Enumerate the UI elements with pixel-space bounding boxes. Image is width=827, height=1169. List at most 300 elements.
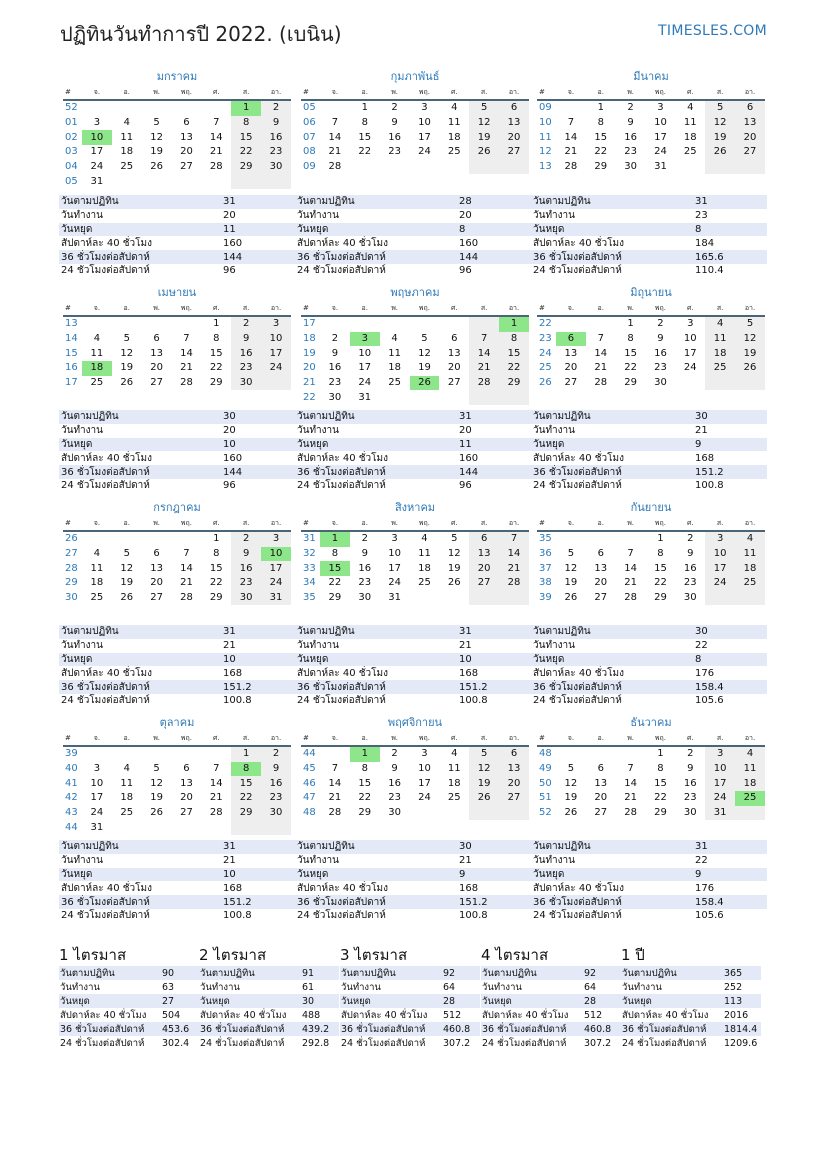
day-cell[interactable]: 23: [683, 577, 697, 589]
day-cell[interactable]: 9: [361, 548, 368, 560]
day-cell[interactable]: 30: [654, 377, 667, 389]
day-cell[interactable]: 26: [150, 807, 163, 819]
day-cell[interactable]: 22: [624, 362, 637, 374]
day-cell[interactable]: 6: [597, 548, 604, 560]
day-cell[interactable]: 27: [499, 145, 529, 160]
day-cell[interactable]: 17: [358, 362, 372, 374]
day-cell[interactable]: 19: [469, 776, 499, 791]
day-cell[interactable]: 12: [705, 116, 735, 131]
day-cell[interactable]: 21: [469, 361, 499, 376]
day-cell[interactable]: 22: [358, 792, 372, 804]
day-cell[interactable]: 16: [388, 777, 401, 789]
day-cell[interactable]: 16: [624, 131, 637, 143]
day-cell[interactable]: 13: [594, 562, 608, 574]
day-cell[interactable]: 6: [499, 746, 529, 762]
day-cell[interactable]: 20: [499, 776, 529, 791]
day-cell[interactable]: 29: [499, 376, 529, 391]
day-cell[interactable]: 16: [261, 776, 291, 791]
day-cell[interactable]: 16: [328, 362, 342, 374]
day-cell[interactable]: 10: [90, 777, 104, 789]
day-cell[interactable]: 12: [564, 777, 578, 789]
day-cell[interactable]: 11: [90, 347, 104, 359]
day-cell[interactable]: 19: [120, 577, 134, 589]
day-cell[interactable]: 18: [735, 776, 765, 791]
day-cell[interactable]: 4: [451, 748, 458, 760]
day-cell[interactable]: 9: [261, 116, 291, 131]
day-cell[interactable]: 4: [421, 533, 428, 545]
day-cell[interactable]: 28: [180, 592, 193, 604]
day-cell[interactable]: 1: [597, 102, 604, 114]
day-cell[interactable]: 12: [150, 777, 163, 789]
day-cell[interactable]: 21: [328, 792, 342, 804]
day-cell[interactable]: 20: [564, 362, 578, 374]
day-cell[interactable]: 20: [180, 146, 193, 158]
day-cell[interactable]: 5: [735, 316, 765, 332]
day-cell[interactable]: 27: [499, 791, 529, 806]
day-cell[interactable]: 18: [120, 792, 134, 804]
day-cell[interactable]: 30: [261, 806, 291, 821]
day-cell[interactable]: 9: [657, 333, 664, 345]
day-cell[interactable]: 5: [421, 333, 428, 345]
day-cell[interactable]: 14: [624, 562, 637, 574]
day-cell[interactable]: 24: [705, 576, 735, 591]
day-cell[interactable]: 21: [328, 146, 342, 158]
day-cell[interactable]: 19: [469, 130, 499, 145]
day-cell[interactable]: 27: [180, 161, 193, 173]
day-cell[interactable]: 20: [469, 561, 499, 576]
day-cell[interactable]: 4: [735, 531, 765, 547]
day-cell[interactable]: 13: [150, 347, 163, 359]
day-cell[interactable]: 8: [213, 548, 220, 560]
day-cell[interactable]: 2: [231, 531, 261, 547]
brand-link[interactable]: TIMESLES.COM: [658, 23, 767, 39]
day-cell[interactable]: 2: [391, 102, 398, 114]
day-cell[interactable]: 25: [120, 807, 134, 819]
day-cell[interactable]: 12: [469, 116, 499, 131]
day-cell[interactable]: 28: [564, 161, 578, 173]
day-cell[interactable]: 15: [358, 131, 372, 143]
day-cell[interactable]: 18: [90, 577, 104, 589]
day-cell[interactable]: 8: [361, 763, 368, 775]
day-cell[interactable]: 3: [93, 117, 101, 129]
day-cell[interactable]: 26: [120, 377, 134, 389]
day-cell[interactable]: 7: [469, 332, 499, 347]
day-cell[interactable]: 20: [499, 130, 529, 145]
holiday-day-cell[interactable]: 10: [82, 130, 112, 145]
day-cell[interactable]: 14: [624, 777, 637, 789]
day-cell[interactable]: 14: [209, 777, 223, 789]
day-cell[interactable]: 13: [469, 547, 499, 562]
day-cell[interactable]: 10: [705, 547, 735, 562]
day-cell[interactable]: 16: [683, 777, 697, 789]
day-cell[interactable]: 5: [567, 548, 575, 560]
day-cell[interactable]: 20: [447, 362, 461, 374]
day-cell[interactable]: 9: [231, 547, 261, 562]
day-cell[interactable]: 25: [447, 146, 461, 158]
day-cell[interactable]: 8: [331, 548, 339, 560]
day-cell[interactable]: 6: [153, 548, 160, 560]
day-cell[interactable]: 24: [90, 161, 104, 173]
day-cell[interactable]: 24: [261, 361, 291, 376]
day-cell[interactable]: 7: [627, 548, 634, 560]
day-cell[interactable]: 8: [361, 117, 368, 129]
day-cell[interactable]: 17: [418, 131, 431, 143]
day-cell[interactable]: 10: [261, 332, 291, 347]
day-cell[interactable]: 14: [180, 347, 193, 359]
day-cell[interactable]: 26: [447, 577, 461, 589]
day-cell[interactable]: 26: [120, 592, 134, 604]
day-cell[interactable]: 31: [358, 391, 372, 403]
day-cell[interactable]: 16: [231, 561, 261, 576]
holiday-day-cell[interactable]: 1: [499, 316, 529, 332]
day-cell[interactable]: 11: [447, 763, 461, 775]
day-cell[interactable]: 25: [447, 792, 461, 804]
day-cell[interactable]: 22: [231, 791, 261, 806]
day-cell[interactable]: 14: [180, 562, 193, 574]
holiday-day-cell[interactable]: 6: [556, 332, 586, 347]
day-cell[interactable]: 12: [120, 562, 134, 574]
day-cell[interactable]: 29: [328, 592, 342, 604]
day-cell[interactable]: 11: [120, 131, 134, 143]
day-cell[interactable]: 25: [705, 361, 735, 376]
day-cell[interactable]: 6: [469, 531, 499, 547]
day-cell[interactable]: 4: [123, 763, 130, 775]
day-cell[interactable]: 19: [735, 346, 765, 361]
day-cell[interactable]: 14: [564, 131, 578, 143]
day-cell[interactable]: 31: [388, 592, 401, 604]
day-cell[interactable]: 13: [564, 347, 578, 359]
day-cell[interactable]: 12: [447, 548, 461, 560]
day-cell[interactable]: 9: [261, 762, 291, 777]
day-cell[interactable]: 21: [180, 577, 193, 589]
holiday-day-cell[interactable]: 15: [320, 561, 350, 576]
day-cell[interactable]: 2: [261, 100, 291, 116]
day-cell[interactable]: 5: [469, 746, 499, 762]
day-cell[interactable]: 9: [627, 117, 634, 129]
day-cell[interactable]: 5: [705, 100, 735, 116]
day-cell[interactable]: 22: [328, 577, 342, 589]
day-cell[interactable]: 18: [120, 146, 134, 158]
day-cell[interactable]: 8: [657, 548, 664, 560]
day-cell[interactable]: 1: [657, 748, 664, 760]
day-cell[interactable]: 21: [594, 362, 608, 374]
day-cell[interactable]: 28: [624, 807, 637, 819]
day-cell[interactable]: 23: [654, 362, 667, 374]
day-cell[interactable]: 11: [735, 762, 765, 777]
day-cell[interactable]: 13: [150, 562, 163, 574]
day-cell[interactable]: 17: [90, 792, 104, 804]
day-cell[interactable]: 22: [654, 792, 667, 804]
day-cell[interactable]: 29: [231, 806, 261, 821]
day-cell[interactable]: 30: [261, 160, 291, 175]
day-cell[interactable]: 17: [654, 131, 667, 143]
day-cell[interactable]: 15: [358, 777, 372, 789]
day-cell[interactable]: 10: [418, 763, 431, 775]
day-cell[interactable]: 18: [447, 131, 461, 143]
day-cell[interactable]: 21: [624, 577, 637, 589]
day-cell[interactable]: 11: [447, 117, 461, 129]
day-cell[interactable]: 16: [654, 347, 667, 359]
day-cell[interactable]: 26: [150, 161, 163, 173]
day-cell[interactable]: 10: [683, 333, 697, 345]
day-cell[interactable]: 19: [564, 792, 578, 804]
day-cell[interactable]: 27: [447, 377, 461, 389]
day-cell[interactable]: 24: [358, 377, 372, 389]
day-cell[interactable]: 1: [657, 533, 664, 545]
day-cell[interactable]: 3: [421, 748, 428, 760]
day-cell[interactable]: 26: [469, 791, 499, 806]
day-cell[interactable]: 13: [180, 131, 193, 143]
day-cell[interactable]: 22: [209, 577, 223, 589]
day-cell[interactable]: 1: [361, 102, 368, 114]
day-cell[interactable]: 7: [183, 548, 190, 560]
day-cell[interactable]: 9: [331, 347, 339, 359]
day-cell[interactable]: 18: [388, 362, 401, 374]
day-cell[interactable]: 22: [209, 362, 223, 374]
day-cell[interactable]: 22: [594, 146, 608, 158]
day-cell[interactable]: 5: [567, 763, 575, 775]
day-cell[interactable]: 15: [594, 131, 608, 143]
day-cell[interactable]: 25: [418, 577, 431, 589]
day-cell[interactable]: 9: [687, 548, 694, 560]
day-cell[interactable]: 15: [231, 776, 261, 791]
day-cell[interactable]: 19: [150, 792, 163, 804]
day-cell[interactable]: 8: [213, 333, 220, 345]
day-cell[interactable]: 7: [597, 333, 604, 345]
day-cell[interactable]: 2: [261, 746, 291, 762]
day-cell[interactable]: 16: [231, 346, 261, 361]
day-cell[interactable]: 19: [120, 362, 134, 374]
day-cell[interactable]: 11: [418, 548, 431, 560]
day-cell[interactable]: 1: [627, 318, 634, 330]
day-cell[interactable]: 18: [447, 777, 461, 789]
day-cell[interactable]: 28: [209, 161, 223, 173]
day-cell[interactable]: 17: [90, 146, 104, 158]
day-cell[interactable]: 1: [213, 318, 220, 330]
day-cell[interactable]: 5: [123, 333, 130, 345]
day-cell[interactable]: 5: [469, 100, 499, 116]
day-cell[interactable]: 30: [624, 161, 637, 173]
day-cell[interactable]: 1: [231, 746, 261, 762]
day-cell[interactable]: 30: [358, 592, 372, 604]
day-cell[interactable]: 20: [594, 792, 608, 804]
day-cell[interactable]: 21: [209, 146, 223, 158]
day-cell[interactable]: 19: [447, 562, 461, 574]
day-cell[interactable]: 6: [451, 333, 458, 345]
day-cell[interactable]: 18: [683, 131, 697, 143]
day-cell[interactable]: 2: [687, 748, 694, 760]
day-cell[interactable]: 17: [388, 562, 401, 574]
day-cell[interactable]: 28: [328, 161, 342, 173]
day-cell[interactable]: 15: [209, 562, 223, 574]
day-cell[interactable]: 27: [150, 592, 163, 604]
day-cell[interactable]: 16: [261, 130, 291, 145]
day-cell[interactable]: 25: [90, 377, 104, 389]
day-cell[interactable]: 25: [735, 576, 765, 591]
day-cell[interactable]: 12: [735, 332, 765, 347]
day-cell[interactable]: 6: [153, 333, 160, 345]
day-cell[interactable]: 6: [183, 117, 190, 129]
day-cell[interactable]: 27: [594, 592, 608, 604]
day-cell[interactable]: 4: [123, 117, 130, 129]
day-cell[interactable]: 21: [209, 792, 223, 804]
day-cell[interactable]: 15: [209, 347, 223, 359]
day-cell[interactable]: 19: [150, 146, 163, 158]
day-cell[interactable]: 11: [120, 777, 134, 789]
day-cell[interactable]: 27: [735, 145, 765, 160]
day-cell[interactable]: 7: [567, 117, 575, 129]
day-cell[interactable]: 21: [564, 146, 578, 158]
day-cell[interactable]: 27: [594, 807, 608, 819]
day-cell[interactable]: 22: [654, 577, 667, 589]
day-cell[interactable]: 25: [388, 377, 401, 389]
day-cell[interactable]: 28: [624, 592, 637, 604]
day-cell[interactable]: 24: [388, 577, 401, 589]
day-cell[interactable]: 15: [654, 777, 667, 789]
day-cell[interactable]: 14: [209, 131, 223, 143]
day-cell[interactable]: 17: [705, 561, 735, 576]
day-cell[interactable]: 31: [705, 806, 735, 821]
day-cell[interactable]: 22: [358, 146, 372, 158]
day-cell[interactable]: 30: [388, 807, 401, 819]
day-cell[interactable]: 29: [231, 160, 261, 175]
day-cell[interactable]: 9: [391, 117, 398, 129]
day-cell[interactable]: 5: [153, 117, 160, 129]
day-cell[interactable]: 15: [654, 562, 667, 574]
day-cell[interactable]: 18: [735, 561, 765, 576]
day-cell[interactable]: 3: [705, 746, 735, 762]
day-cell[interactable]: 23: [328, 377, 342, 389]
day-cell[interactable]: 22: [231, 145, 261, 160]
holiday-day-cell[interactable]: 26: [410, 376, 440, 391]
day-cell[interactable]: 3: [93, 763, 101, 775]
day-cell[interactable]: 13: [735, 116, 765, 131]
holiday-day-cell[interactable]: 1: [320, 531, 350, 547]
day-cell[interactable]: 30: [231, 591, 261, 606]
day-cell[interactable]: 3: [391, 533, 398, 545]
day-cell[interactable]: 7: [183, 333, 190, 345]
day-cell[interactable]: 23: [231, 576, 261, 591]
day-cell[interactable]: 31: [90, 175, 104, 187]
day-cell[interactable]: 10: [358, 347, 372, 359]
day-cell[interactable]: 6: [499, 100, 529, 116]
day-cell[interactable]: 8: [231, 116, 261, 131]
day-cell[interactable]: 23: [231, 361, 261, 376]
day-cell[interactable]: 27: [564, 377, 578, 389]
day-cell[interactable]: 11: [388, 347, 401, 359]
day-cell[interactable]: 26: [705, 145, 735, 160]
day-cell[interactable]: 27: [180, 807, 193, 819]
day-cell[interactable]: 26: [564, 807, 578, 819]
day-cell[interactable]: 16: [388, 131, 401, 143]
day-cell[interactable]: 2: [687, 533, 694, 545]
day-cell[interactable]: 20: [150, 362, 163, 374]
day-cell[interactable]: 29: [654, 592, 667, 604]
day-cell[interactable]: 7: [213, 763, 220, 775]
day-cell[interactable]: 21: [180, 362, 193, 374]
day-cell[interactable]: 29: [209, 377, 223, 389]
day-cell[interactable]: 23: [358, 577, 372, 589]
day-cell[interactable]: 24: [705, 791, 735, 806]
day-cell[interactable]: 4: [93, 548, 101, 560]
day-cell[interactable]: 9: [687, 763, 694, 775]
day-cell[interactable]: 4: [451, 102, 458, 114]
holiday-day-cell[interactable]: 25: [735, 791, 765, 806]
day-cell[interactable]: 13: [447, 347, 461, 359]
day-cell[interactable]: 30: [683, 807, 697, 819]
day-cell[interactable]: 12: [418, 347, 431, 359]
day-cell[interactable]: 8: [657, 763, 664, 775]
day-cell[interactable]: 20: [735, 130, 765, 145]
day-cell[interactable]: 30: [683, 592, 697, 604]
day-cell[interactable]: 8: [627, 333, 634, 345]
day-cell[interactable]: 2: [331, 333, 339, 345]
day-cell[interactable]: 10: [388, 548, 401, 560]
day-cell[interactable]: 17: [705, 776, 735, 791]
day-cell[interactable]: 23: [261, 791, 291, 806]
day-cell[interactable]: 4: [705, 316, 735, 332]
day-cell[interactable]: 20: [594, 577, 608, 589]
day-cell[interactable]: 14: [469, 346, 499, 361]
day-cell[interactable]: 4: [93, 333, 101, 345]
day-cell[interactable]: 21: [624, 792, 637, 804]
day-cell[interactable]: 15: [624, 347, 637, 359]
day-cell[interactable]: 28: [328, 807, 342, 819]
day-cell[interactable]: 2: [361, 533, 368, 545]
day-cell[interactable]: 11: [90, 562, 104, 574]
day-cell[interactable]: 6: [735, 100, 765, 116]
day-cell[interactable]: 2: [627, 102, 634, 114]
day-cell[interactable]: 3: [261, 316, 291, 332]
holiday-day-cell[interactable]: 3: [350, 332, 380, 347]
day-cell[interactable]: 23: [624, 146, 637, 158]
day-cell[interactable]: 9: [391, 763, 398, 775]
day-cell[interactable]: 24: [418, 146, 431, 158]
day-cell[interactable]: 23: [388, 792, 401, 804]
day-cell[interactable]: 17: [683, 347, 697, 359]
day-cell[interactable]: 8: [597, 117, 604, 129]
day-cell[interactable]: 3: [687, 318, 694, 330]
day-cell[interactable]: 12: [150, 131, 163, 143]
day-cell[interactable]: 31: [654, 161, 667, 173]
day-cell[interactable]: 25: [90, 592, 104, 604]
day-cell[interactable]: 8: [499, 332, 529, 347]
day-cell[interactable]: 13: [499, 762, 529, 777]
day-cell[interactable]: 7: [213, 117, 220, 129]
day-cell[interactable]: 22: [499, 361, 529, 376]
day-cell[interactable]: 26: [469, 145, 499, 160]
day-cell[interactable]: 17: [261, 346, 291, 361]
day-cell[interactable]: 21: [499, 561, 529, 576]
day-cell[interactable]: 18: [418, 562, 431, 574]
day-cell[interactable]: 24: [261, 576, 291, 591]
day-cell[interactable]: 13: [499, 116, 529, 131]
day-cell[interactable]: 11: [705, 332, 735, 347]
holiday-day-cell[interactable]: 10: [261, 547, 291, 562]
day-cell[interactable]: 5: [123, 548, 130, 560]
day-cell[interactable]: 7: [627, 763, 634, 775]
day-cell[interactable]: 20: [180, 792, 193, 804]
day-cell[interactable]: 17: [261, 561, 291, 576]
day-cell[interactable]: 4: [735, 746, 765, 762]
day-cell[interactable]: 10: [705, 762, 735, 777]
day-cell[interactable]: 26: [735, 361, 765, 376]
holiday-day-cell[interactable]: 8: [231, 762, 261, 777]
day-cell[interactable]: 30: [231, 376, 261, 391]
day-cell[interactable]: 14: [594, 347, 608, 359]
day-cell[interactable]: 29: [594, 161, 608, 173]
day-cell[interactable]: 13: [594, 777, 608, 789]
